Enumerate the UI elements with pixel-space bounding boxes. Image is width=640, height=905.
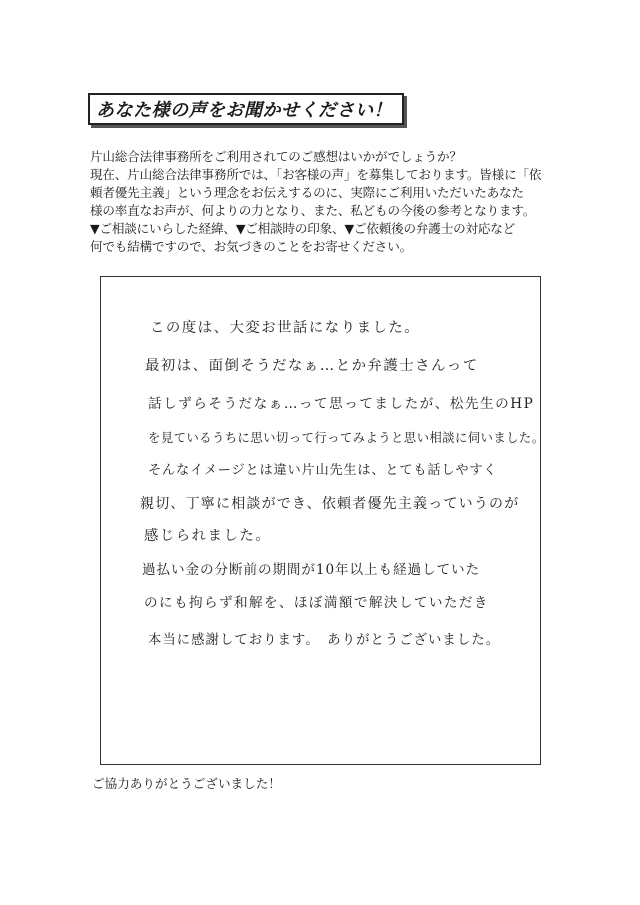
title-box	[88, 93, 404, 125]
handwritten-line: のにも拘らず和解を、ほぼ満額で解決していただき	[144, 595, 489, 611]
intro-line: 様の率直なお声が、何よりの力となり、また、私どもの今後の参考となります。	[90, 203, 536, 218]
handwritten-line: 最初は、面倒そうだなぁ…とか弁護士さんって	[145, 358, 479, 374]
intro-line: 何でも結構ですので、お気づきのことをお寄せください。	[90, 239, 412, 254]
handwritten-line: 話しずらそうだなぁ…って思ってましたが、松先生のHP	[148, 396, 535, 412]
intro-line: 現在、片山総合法律事務所では、「お客様の声」を募集しております。皆様に「依	[90, 167, 542, 182]
closing-note: ご協力ありがとうございました！	[92, 776, 281, 791]
intro-line: 片山総合法律事務所をご利用されてのご感想はいかがでしょうか？	[90, 149, 462, 164]
intro-paragraph	[90, 148, 560, 256]
intro-line: 頼者優先主義」という理念をお伝えするのに、実際にご利用いただいたあなた	[90, 185, 524, 200]
handwritten-line: を見ているうちに思い切って行ってみようと思い相談に伺いました。	[148, 430, 545, 445]
handwritten-line: 過払い金の分断前の期間が10年以上も経過していた	[142, 562, 480, 578]
intro-line: ▼ご相談にいらした経緯、▼ご相談時の印象、▼ご依頼後の弁護士の対応など	[90, 221, 516, 236]
handwritten-line: この度は、大変お世話になりました。	[150, 320, 421, 336]
handwritten-line: 親切、丁寧に相談ができ、依頼者優先主義っていうのが	[140, 496, 520, 512]
handwritten-line: そんなイメージとは違い片山先生は、とても話しやすく	[148, 463, 498, 478]
page-title: あなた様の声をお聞かせください！	[96, 100, 392, 121]
comment-frame	[100, 276, 541, 765]
handwritten-line: 本当に感謝しております。 ありがとうございました。	[148, 633, 500, 648]
handwritten-line: 感じられました。	[144, 528, 272, 544]
